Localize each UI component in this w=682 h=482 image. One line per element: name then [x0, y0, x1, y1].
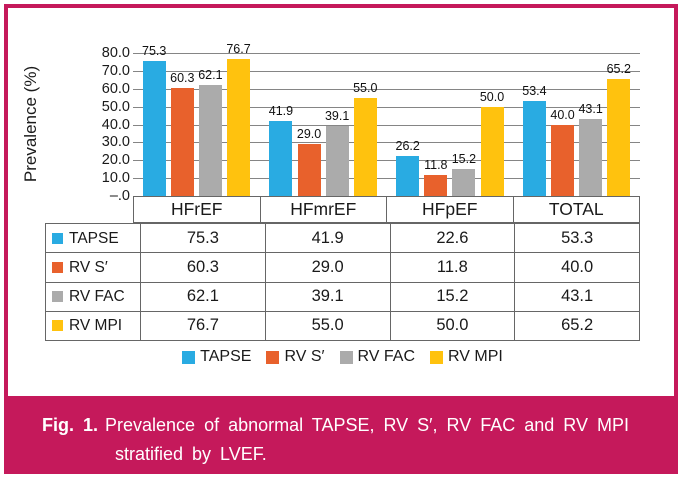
table-row	[46, 253, 640, 282]
legend-swatch-icon	[182, 351, 195, 364]
bar-rvs-hfpef	[424, 175, 447, 196]
bar-value-label: 60.3	[170, 71, 195, 86]
table-col-header: TOTAL	[513, 197, 640, 223]
bar-value-label: 50.0	[479, 89, 505, 104]
bar-value-label: 40.0	[550, 107, 575, 122]
caption-band	[4, 400, 678, 474]
bar-value-label: 55.0	[353, 80, 378, 95]
legend-item	[340, 348, 416, 366]
table-col-header: HFmrEF	[260, 197, 387, 223]
table-row	[46, 311, 640, 340]
table-cell: 62.1	[141, 282, 266, 311]
series-swatch-icon	[52, 320, 63, 331]
table-col-header: HFpEF	[387, 197, 514, 223]
y-axis-title: Prevalence (%)	[21, 65, 40, 183]
table-cell: 50.0	[390, 311, 515, 340]
bar-value-label: 41.9	[268, 104, 294, 119]
bar-value-label: 26.2	[395, 138, 420, 153]
series-name: RV MPI	[69, 317, 123, 335]
table-cell: 76.7	[141, 311, 266, 340]
table-row-label	[46, 282, 141, 311]
table-row	[46, 224, 640, 253]
table-cell: 11.8	[390, 253, 515, 282]
table-cell: 60.3	[141, 253, 266, 282]
series-name: RV FAC	[69, 288, 125, 306]
legend-label: RV MPI	[448, 348, 503, 365]
series-swatch-icon	[52, 262, 63, 273]
table-cell: 75.3	[141, 224, 266, 253]
table-cell: 43.1	[515, 282, 640, 311]
table-col-header: HFrEF	[134, 197, 261, 223]
bar-value-label: 29.0	[296, 127, 322, 142]
series-swatch-icon	[52, 291, 63, 302]
bar-rvs-hfref	[171, 88, 194, 196]
y-tick-label: 40.0	[101, 116, 130, 133]
legend-item	[430, 348, 503, 366]
bar-rvfac-hfref	[199, 85, 222, 196]
table-cell: 53.3	[515, 224, 640, 253]
table-row-label	[46, 311, 141, 340]
y-tick-label: 70.0	[101, 62, 130, 79]
gridline	[133, 53, 640, 54]
bar-value-label: 39.1	[324, 109, 350, 124]
table-cell: 41.9	[265, 224, 390, 253]
legend-item	[266, 348, 324, 366]
table-cell: 29.0	[265, 253, 390, 282]
bar-value-label: 53.4	[522, 83, 547, 98]
table-row	[46, 282, 640, 311]
chart-legend	[45, 348, 640, 366]
y-tick-label: 80.0	[101, 45, 130, 61]
legend-label: RV S′	[284, 348, 325, 365]
figure-caption	[4, 400, 678, 469]
bar-value-label: 75.3	[142, 44, 167, 59]
table-cell: 65.2	[515, 311, 640, 340]
bar-value-label: 62.1	[198, 67, 223, 82]
data-table	[45, 223, 640, 341]
figure-caption-text: Prevalence of abnormal TAPSE, RV S′, RV FAC and RV MPI stratified by LVEF.	[105, 415, 629, 464]
table-cell: 15.2	[390, 282, 515, 311]
y-tick-label: 50.0	[101, 98, 130, 115]
bar-value-label: 11.8	[424, 157, 448, 172]
table-cell: 40.0	[515, 253, 640, 282]
table-cell: 55.0	[265, 311, 390, 340]
legend-label: TAPSE	[200, 348, 252, 365]
header-row	[134, 197, 640, 223]
y-tick-label: 20.0	[101, 152, 130, 169]
table-row-label	[46, 224, 141, 253]
bar-rvfac-hfpef	[452, 169, 475, 196]
figure-caption-label: Fig. 1.	[42, 415, 99, 435]
legend-swatch-icon	[430, 351, 443, 364]
table-cell: 39.1	[265, 282, 390, 311]
y-tick-label: –.0	[109, 188, 130, 204]
bar-value-label: 65.2	[606, 62, 631, 77]
legend-label: RV FAC	[357, 348, 415, 365]
series-name: TAPSE	[69, 229, 119, 247]
table-cell: 22.6	[390, 224, 515, 253]
bar-rvfac-total	[579, 119, 602, 196]
legend-item	[182, 348, 251, 366]
bar-rvmpi-total	[607, 79, 630, 196]
bar-rvs-total	[551, 125, 574, 197]
table-row-label	[46, 253, 141, 282]
legend-swatch-icon	[340, 351, 353, 364]
series-swatch-icon	[52, 233, 63, 244]
y-tick-label: 10.0	[101, 170, 130, 187]
bar-value-label: 76.7	[226, 41, 251, 56]
bar-value-label: 15.2	[451, 151, 477, 166]
bar-rvs-hfmref	[298, 144, 321, 196]
y-tick-label: 60.0	[101, 80, 130, 97]
series-name: RV S′	[69, 258, 108, 276]
bar-value-label: 43.1	[578, 101, 603, 116]
legend-swatch-icon	[266, 351, 279, 364]
y-tick-label: 30.0	[101, 134, 130, 151]
category-header-row	[133, 196, 640, 223]
